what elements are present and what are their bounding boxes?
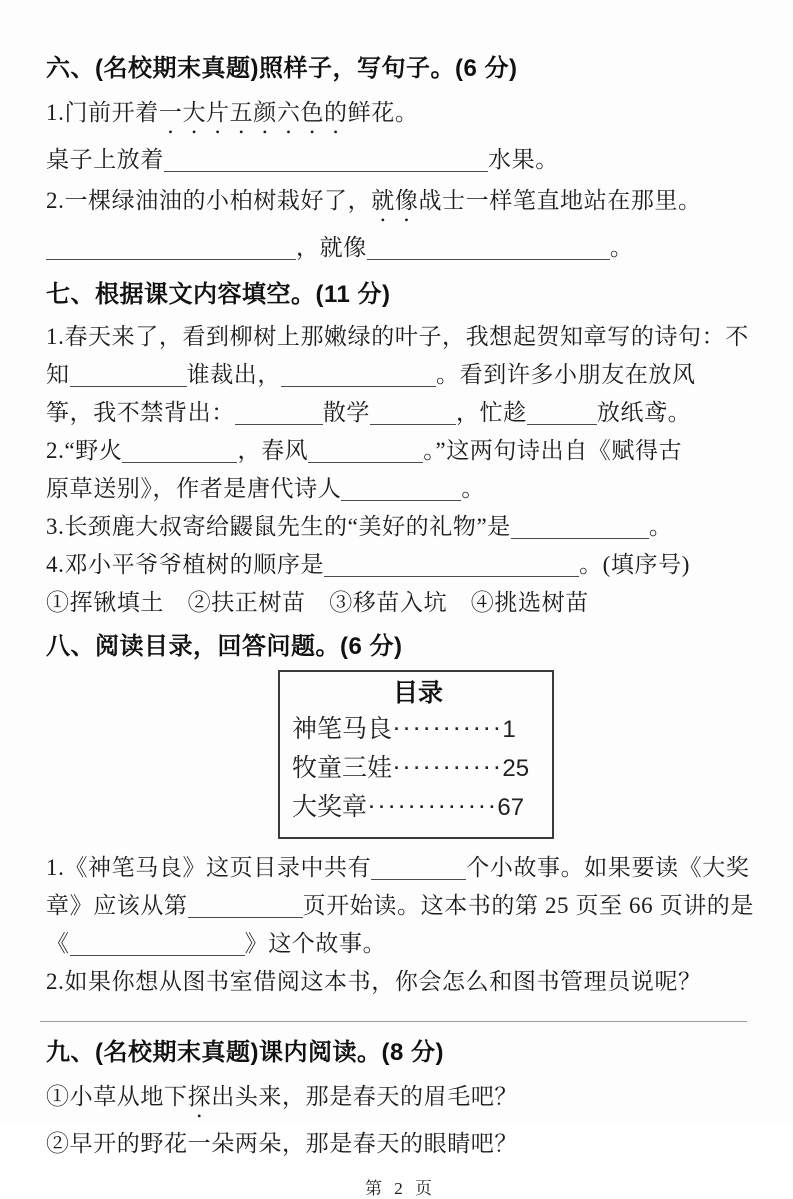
toc-title: 目录 [392,679,443,707]
q7-2-line1 [46,432,755,470]
answer-blank [164,149,488,172]
q7-1-l3-c: ，忙趁 [456,400,527,425]
section-seven [46,278,755,622]
toc-dot-leader: ··········· [392,720,503,738]
q9-1-emphasized-text: 探 [187,1084,212,1109]
q8-1-l3-a: 《 [46,931,70,956]
q8-1-line1 [46,849,755,887]
q8-2-text: 2.如果你想从图书室借阅这本书，你会怎么和图书管理员说呢？ [46,969,702,994]
answer-blank [70,933,245,956]
q9-sentence-1 [46,1076,755,1123]
q6-2b-text-end: 。 [609,235,634,260]
answer-blank [341,478,461,501]
toc-page-number: 25 [502,755,530,782]
q6-2-emphasized-text: 就像 [371,188,419,213]
q9-sentence-2 [46,1123,755,1164]
answer-blank [371,857,466,880]
q6-1-text-post: 鲜花。 [347,100,419,125]
toc-entry [292,788,544,827]
q7-1-line2 [46,356,755,394]
section-six-title: 六、(名校期末真题)照样子，写句子。(6 分) [46,55,518,82]
q8-1-line2 [46,887,755,925]
answer-blank [188,895,303,918]
q7-4-options [46,584,755,622]
q7-1-text: 1.春天来了，看到柳树上那嫩绿的叶子，我想起贺知章写的诗句：不 [46,324,749,349]
q8-1-l1-a: 1.《神笔马良》这页目录中共有 [46,855,372,880]
page-number: 第 2 页 [365,1179,436,1198]
toc-entry-name: 牧童三娃 [292,755,393,782]
q6-2-example-line [46,180,755,227]
section-divider [40,1021,747,1022]
q6-1-emphasized-text: 一大片五颜六色的 [158,100,348,125]
q7-3-a: 3.长颈鹿大叔寄给鼹鼠先生的“美好的礼物”是 [46,514,511,539]
q8-2-line [46,963,755,1001]
q7-1-l3-d: 放纸鸢。 [596,400,692,425]
q6-2-text-post: 战士一样笔直地站在那里。 [418,188,702,213]
q8-1-l2-a: 章》应该从第 [46,893,188,918]
toc-entry-name: 大奖章 [292,794,368,821]
q7-3-b: 。 [648,514,673,539]
q7-1-l2-b: 谁裁出， [186,362,282,387]
answer-blank [46,237,296,260]
q6-2b-text-mid: ，就像 [296,235,367,260]
section-eight-title: 八、阅读目录，回答问题。(6 分) [46,633,403,660]
toc-entry-name: 神笔马良 [292,716,393,743]
toc-entry [292,710,544,749]
q6-1b-text-post: 水果。 [488,147,559,172]
answer-blank [527,402,597,425]
q7-2-l1-b: ，春风 [237,438,309,463]
answer-blank [324,554,579,577]
q7-1-line1 [46,318,755,356]
q7-2-l1-a: 2.“野火 [46,438,123,463]
q6-1-text-pre: 1.门前开着 [46,100,159,125]
section-seven-title: 七、根据课文内容填空。(11 分) [46,281,391,308]
q7-1-l2-a: 知 [46,362,70,387]
q9-1-b: 出头来，那是春天的眉毛吧？ [211,1084,519,1109]
q9-1-a: ①小草从地下 [46,1084,188,1109]
q7-1-l3-b: 散学 [322,400,371,425]
q6-2-text-pre: 2.一棵绿油油的小柏树栽好了， [46,188,372,213]
q6-1b-text-pre: 桌子上放着 [46,147,164,172]
q7-3-line [46,508,755,546]
q7-4-line [46,546,755,584]
q8-1-l1-b: 个小故事。如果要读《大奖 [466,855,750,880]
table-of-contents-box [278,670,554,839]
q7-1-line3 [46,394,755,432]
q7-4-options-text: ①挥锹填土 ②扶正树苗 ③移苗入坑 ④挑选树苗 [46,590,589,615]
answer-blank [511,516,649,539]
section-six [46,52,755,268]
q8-1-l3-b: 》这个故事。 [244,931,387,956]
section-nine [46,1036,755,1164]
toc-page-number: 1 [502,716,516,743]
q7-1-l2-c: 。看到许多小朋友在放风 [436,362,696,387]
answer-blank [122,440,237,463]
q8-1-line3 [46,925,755,963]
section-nine-title: 九、(名校期末真题)课内阅读。(8 分) [46,1039,444,1066]
toc-page-number: 67 [497,794,525,821]
answer-blank [370,402,456,425]
toc-dot-leader: ··········· [392,759,503,777]
q7-4-a: 4.邓小平爷爷植树的顺序是 [46,552,325,577]
q7-2-l1-c: 。”这两句诗出自《赋得古 [423,438,683,463]
answer-blank [308,440,423,463]
answer-blank [367,237,610,260]
answer-blank [235,402,323,425]
q6-2-answer-line [46,227,755,268]
q6-1-answer-line [46,139,755,180]
toc-dot-leader: ············· [367,798,498,816]
section-eight [46,630,755,1001]
q6-1-example-line [46,92,755,139]
toc-entry [292,749,544,788]
q7-1-l3-a: 筝，我不禁背出： [46,400,235,425]
q7-2-l2-a: 原草送别》，作者是唐代诗人 [46,476,342,501]
q8-1-l2-b: 页开始读。这本书的第 25 页至 66 页讲的是 [302,893,755,918]
answer-blank [70,364,187,387]
q7-2-l2-b: 。 [461,476,485,501]
q7-4-b: 。(填序号) [579,552,690,577]
answer-blank [281,364,436,387]
q7-2-line2 [46,470,755,508]
q9-2-text: ②早开的野花一朵两朵，那是春天的眼睛吧？ [46,1131,518,1156]
